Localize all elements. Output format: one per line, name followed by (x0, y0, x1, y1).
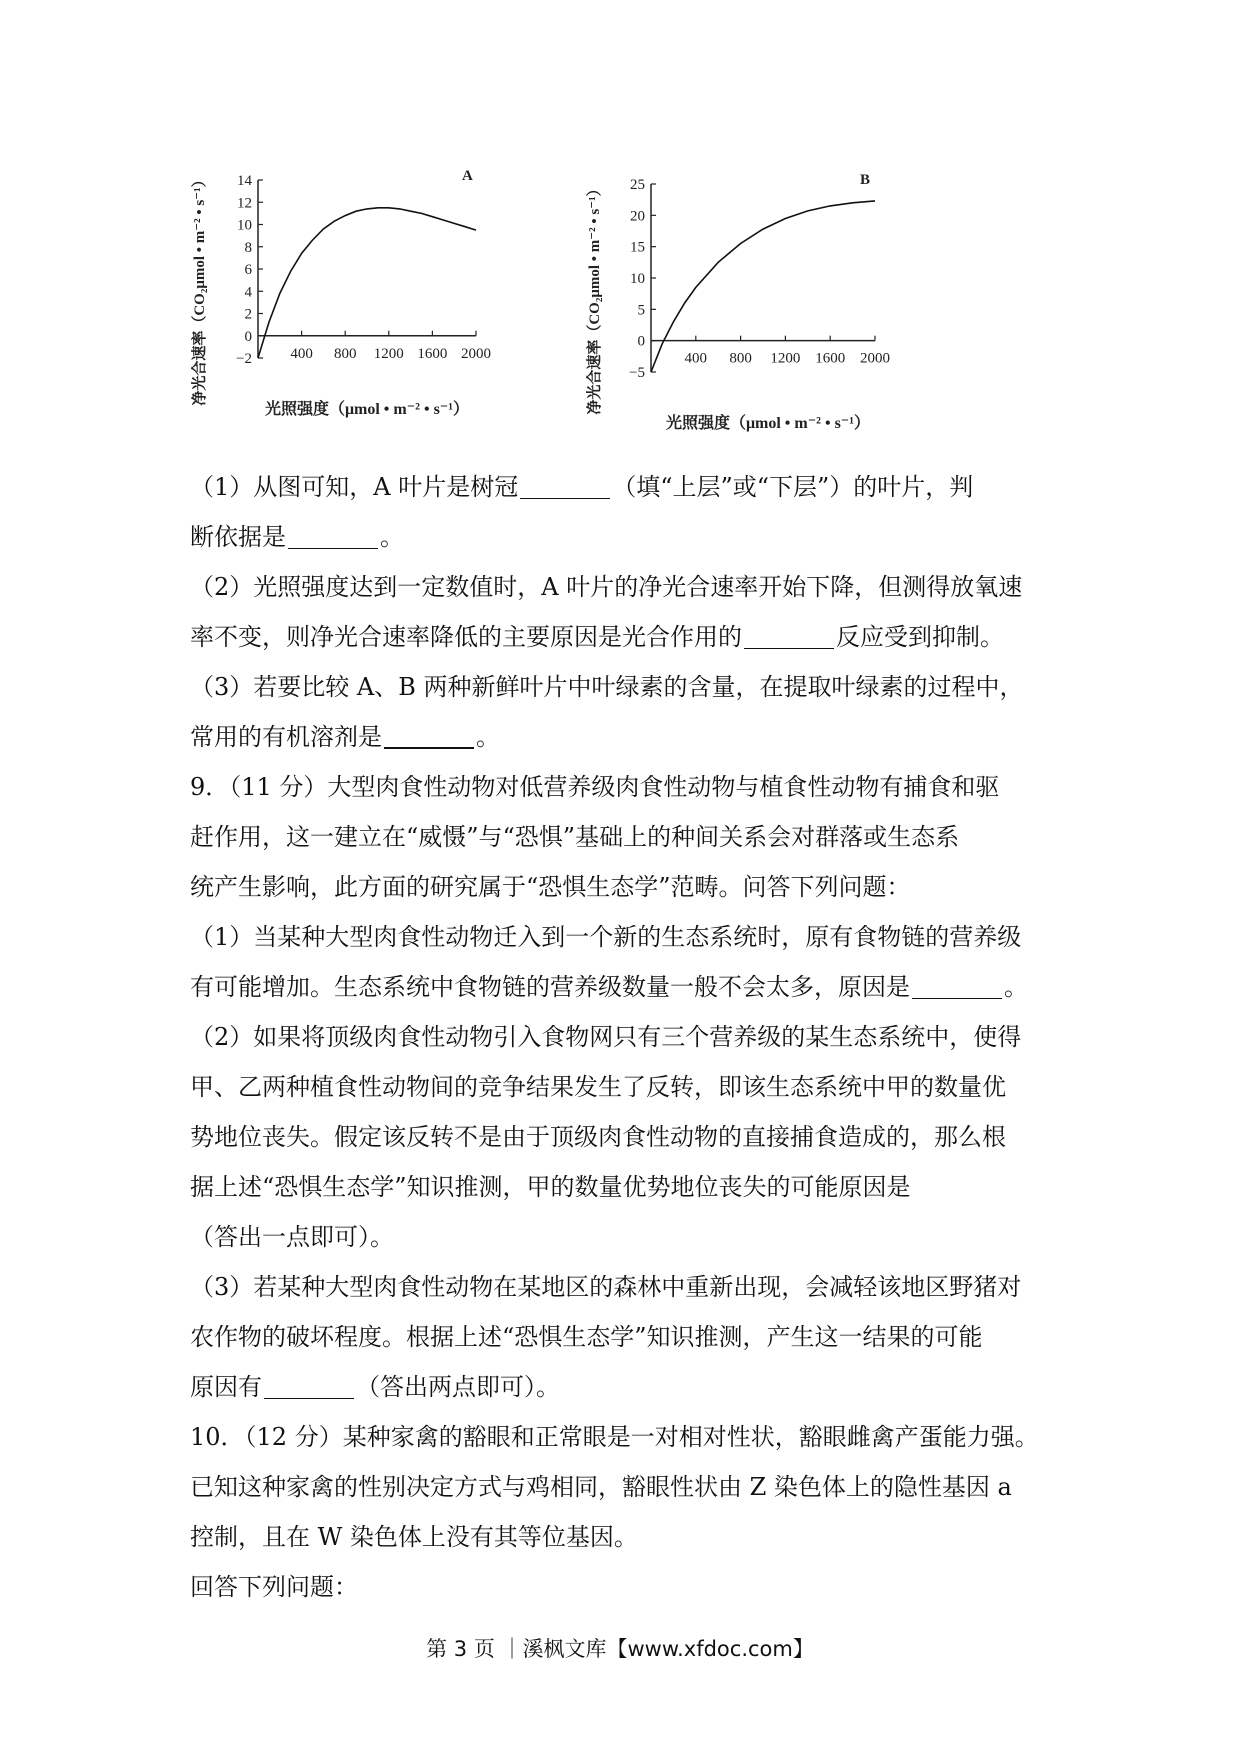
y-tick-label: 2 (244, 306, 252, 323)
q9-part2-line2: 甲、乙两种植食性动物间的竞争结果发生了反转，即该生态系统中甲的数量优 (190, 1073, 1006, 1101)
y-tick-label: 15 (630, 239, 645, 256)
q9-part3-line2: 农作物的破坏程度。根据上述“恐惧生态学”知识推测，产生这一结果的可能 (190, 1323, 983, 1351)
x-tick-label: 1600 (417, 345, 448, 362)
q9-stem-line2: 赶作用，这一建立在“威慑”与“恐惧”基础上的种间关系会对群落或生态系 (190, 823, 960, 851)
charts-area (190, 160, 910, 440)
q10-stem-line2: 已知这种家禽的性别决定方式与鸡相同，豁眼性状由 Z 染色体上的隐性基因 a (190, 1473, 1012, 1501)
text-span: 有可能增加。生态系统中食物链的营养级数量一般不会太多，原因是 (190, 973, 910, 1001)
x-tick-label: 2000 (461, 345, 491, 362)
x-tick-label: 1600 (815, 350, 846, 367)
text-span: （答出两点即可）。 (356, 1373, 560, 1401)
answer-blank[interactable] (744, 620, 834, 649)
y-tick-label: −2 (236, 351, 252, 367)
y-tick-label: 10 (237, 217, 252, 234)
q9-part3-line1: （3）若某种大型肉食性动物在某地区的森林中重新出现，会减轻该地区野猪对 (190, 1273, 1022, 1301)
x-axis-label: 光照强度（μmol • m⁻² • s⁻¹） (665, 415, 871, 432)
x-tick-label: 800 (333, 345, 357, 362)
answer-blank[interactable] (912, 970, 1002, 999)
x-axis-label: 光照强度（μmol • m⁻² • s⁻¹） (264, 401, 470, 418)
y-tick-label: 6 (244, 262, 252, 278)
q9-stem-line1: 9．（11 分）大型肉食性动物对低营养级肉食性动物与植食性动物有捕食和驱 (190, 773, 1000, 801)
q8-part2-line2 (190, 612, 1060, 662)
text-span: 率不变，则净光合速率降低的主要原因是光合作用的 (190, 623, 742, 651)
chart-a-svg (190, 160, 500, 440)
y-tick-label: 0 (244, 328, 252, 345)
text-span: （1）从图可知，A 叶片是树冠 (190, 473, 519, 501)
text-span: 。 (476, 723, 500, 751)
text-span: 。 (380, 523, 404, 551)
answer-blank[interactable] (384, 719, 474, 749)
q9-part2-line3: 势地位丧失。假定该反转不是由于顶级肉食性动物的直接捕食造成的，那么根 (190, 1123, 1006, 1151)
chart-title: B (860, 172, 871, 188)
y-tick-label: 8 (244, 239, 252, 256)
x-tick-label: 1200 (770, 350, 801, 367)
chart-a (190, 160, 500, 444)
q9-part1-line1: （1）当某种大型肉食性动物迁入到一个新的生态系统时，原有食物链的营养级 (190, 923, 1022, 951)
page-footer: 第 3 页 ｜溪枫文库【www.xfdoc.com】 (426, 1637, 814, 1661)
answer-blank[interactable] (264, 1370, 354, 1399)
series-line (651, 201, 875, 372)
y-tick-label: −5 (629, 365, 645, 381)
q8-part1-line1 (190, 462, 1060, 512)
chart-title: A (462, 168, 473, 184)
q10-stem-line1: 10．（12 分）某种家禽的豁眼和正常眼是一对相对性状，豁眼雌禽产蛋能力强。 (190, 1423, 1039, 1451)
text-span: 断依据是 (190, 523, 286, 551)
answer-blank[interactable] (520, 470, 610, 499)
q9-part2-line4: 据上述“恐惧生态学”知识推测，甲的数量优势地位丧失的可能原因是 (190, 1173, 911, 1201)
y-tick-label: 10 (630, 271, 645, 287)
x-tick-label: 800 (729, 350, 752, 367)
text-span: 常用的有机溶剂是 (190, 723, 382, 751)
q8-part1-line2 (190, 512, 1060, 562)
y-tick-label: 25 (630, 177, 645, 193)
x-tick-label: 2000 (860, 350, 890, 367)
y-axis-label: 净光合速率（CO₂μmol • m⁻² • s⁻¹） (587, 181, 603, 415)
x-tick-label: 1200 (373, 345, 404, 362)
answer-blank[interactable] (288, 520, 378, 549)
text-span: 。 (1004, 973, 1028, 1001)
q10-stem-line3: 控制，且在 W 染色体上没有其等位基因。 (190, 1523, 638, 1551)
y-tick-label: 4 (244, 284, 252, 301)
q9-part2-line5: （答出一点即可）。 (190, 1223, 394, 1251)
y-tick-label: 14 (237, 173, 252, 189)
q8-part3-line1: （3）若要比较 A、B 两种新鲜叶片中叶绿素的含量，在提取叶绿素的过程中， (190, 673, 1024, 701)
q9-part1-line2 (190, 962, 1060, 1012)
y-tick-label: 12 (237, 195, 252, 212)
y-axis-label: 净光合速率（CO₂μmol • m⁻² • s⁻¹） (192, 172, 208, 406)
chart-b-svg (585, 160, 910, 440)
q9-stem-line3: 统产生影响，此方面的研究属于“恐惧生态学”范畴。问答下列问题： (190, 873, 911, 901)
text-span: 反应受到抑制。 (836, 623, 1004, 651)
x-tick-label: 400 (290, 345, 313, 362)
question-content (190, 462, 1060, 1612)
q8-part2-line1: （2）光照强度达到一定数值时，A 叶片的净光合速率开始下降，但测得放氧速 (190, 573, 1023, 601)
y-tick-label: 0 (637, 333, 645, 350)
q9-part2-line1: （2）如果将顶级肉食性动物引入食物网只有三个营养级的某生态系统中，使得 (190, 1023, 1022, 1051)
q8-part3-line2 (190, 712, 1060, 762)
y-tick-label: 5 (637, 302, 645, 319)
q9-part3-line3 (190, 1362, 1060, 1412)
text-span: （填“上层”或“下层”）的叶片，判 (612, 473, 974, 501)
q10-stem-line4: 回答下列问题： (190, 1573, 358, 1601)
x-tick-label: 400 (684, 350, 708, 367)
chart-b (585, 160, 910, 444)
y-tick-label: 20 (630, 208, 645, 225)
text-span: 原因有 (190, 1373, 262, 1401)
